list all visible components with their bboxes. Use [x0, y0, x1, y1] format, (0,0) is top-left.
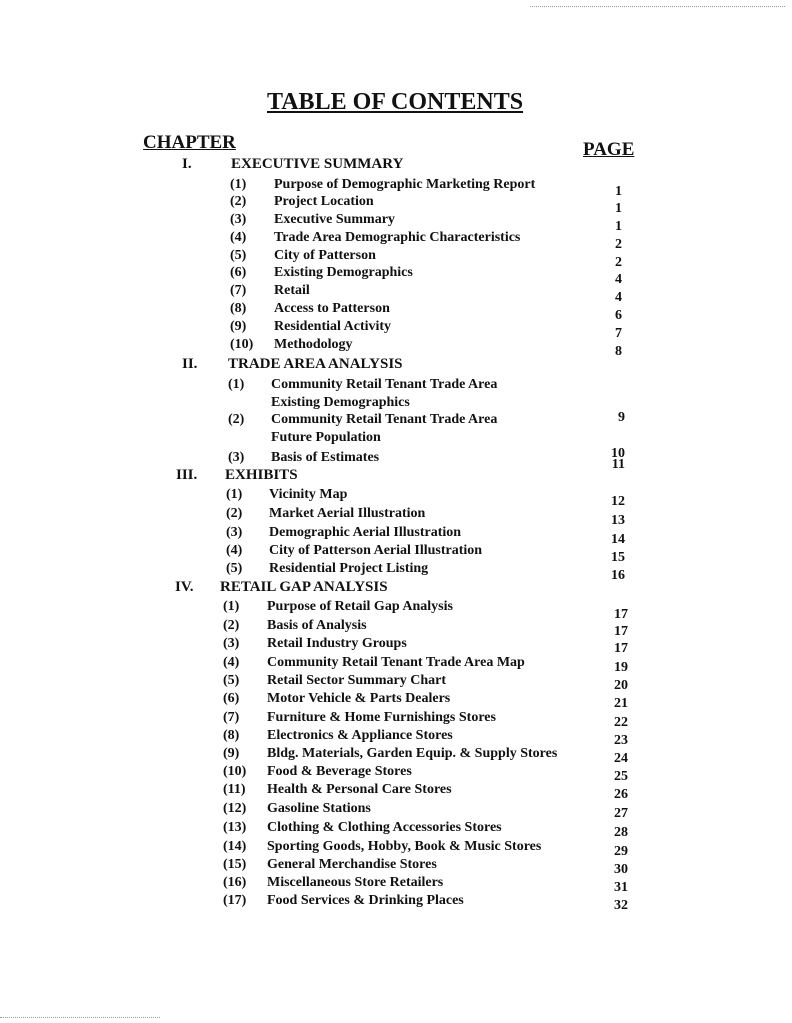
toc-entry-number: (9)	[223, 746, 240, 761]
toc-entry-number: (3)	[226, 525, 243, 540]
toc-entry-title: Furniture & Home Furnishings Stores	[267, 710, 496, 725]
toc-entry-page: 31	[614, 880, 628, 895]
toc-entry-page: 29	[614, 844, 628, 859]
toc-entry-page: 10	[611, 446, 625, 461]
toc-entry-number: (5)	[223, 673, 240, 688]
toc-entry-number: (15)	[223, 857, 247, 872]
chapter-title: EXHIBITS	[225, 467, 298, 483]
toc-entry-number: (13)	[223, 820, 247, 835]
page-title: TABLE OF CONTENTS	[267, 89, 524, 115]
toc-entry-title: Trade Area Demographic Characteristics	[274, 230, 521, 245]
toc-entry-title: Sporting Goods, Hobby, Book & Music Stores	[267, 839, 542, 854]
toc-entry-title: Residential Project Listing	[269, 561, 429, 576]
toc-entry-page: 26	[614, 787, 628, 802]
toc-entry-title: Executive Summary	[274, 212, 395, 227]
toc-entry-number: (14)	[223, 839, 247, 854]
toc-entry-number: (1)	[228, 377, 245, 392]
toc-entry-page: 32	[614, 898, 628, 913]
toc-entry-number: (10)	[223, 764, 247, 779]
toc-entry-title: Retail Sector Summary Chart	[267, 673, 446, 688]
toc-entry-title: Miscellaneous Store Retailers	[267, 875, 444, 890]
toc-entry-page: 15	[611, 550, 625, 565]
toc-entry-page: 13	[611, 513, 625, 528]
toc-entry-number: (2)	[226, 506, 243, 521]
toc-entry-number: (1)	[230, 177, 247, 192]
toc-entry-number: (8)	[230, 301, 247, 316]
toc-entry-title: Future Population	[271, 430, 381, 445]
toc-entry-number: (1)	[223, 599, 240, 614]
toc-entry-number: (16)	[223, 875, 247, 890]
toc-entry-number: (5)	[230, 248, 247, 263]
toc-entry-title: City of Patterson Aerial Illustration	[269, 543, 483, 558]
chapter-numeral: IV.	[175, 579, 194, 595]
chapter-title: TRADE AREA ANALYSIS	[228, 356, 403, 372]
toc-entry-page: 2	[615, 237, 622, 252]
toc-entry-title: Basis of Estimates	[271, 450, 380, 465]
toc-entry-page: 4	[615, 272, 622, 287]
scan-artifact-bottom	[0, 1017, 160, 1018]
toc-entry-page: 1	[615, 219, 622, 234]
toc-entry-number: (6)	[230, 265, 247, 280]
toc-entry-page: 16	[611, 568, 625, 583]
toc-entry-title: Demographic Aerial Illustration	[269, 525, 462, 540]
toc-entry-page: 22	[614, 715, 628, 730]
toc-entry-title: Basis of Analysis	[267, 618, 367, 633]
toc-entry-number: (12)	[223, 801, 247, 816]
toc-entry-title: Community Retail Tenant Trade Area Map	[267, 655, 525, 670]
toc-entry-number: (6)	[223, 691, 240, 706]
toc-entry-title: Community Retail Tenant Trade Area	[271, 412, 498, 427]
toc-entry-number: (4)	[226, 543, 243, 558]
toc-entry-page: 2	[615, 255, 622, 270]
toc-entry-title: Retail	[274, 283, 310, 298]
toc-entry-page: 12	[611, 494, 625, 509]
toc-entry-number: (8)	[223, 728, 240, 743]
toc-entry-page: 7	[615, 326, 622, 341]
toc-entry-page: 11	[611, 457, 625, 472]
toc-entry-number: (4)	[223, 655, 240, 670]
toc-entry-title: Purpose of Retail Gap Analysis	[267, 599, 453, 614]
toc-entry-page: 1	[615, 184, 622, 199]
toc-entry-page: 14	[611, 532, 625, 547]
toc-entry-number: (7)	[230, 283, 247, 298]
toc-entry-page: 23	[614, 733, 628, 748]
toc-entry-title: Food Services & Drinking Places	[267, 893, 464, 908]
chapter-title: RETAIL GAP ANALYSIS	[220, 579, 388, 595]
toc-entry-number: (3)	[228, 450, 245, 465]
toc-entry-page: 8	[615, 344, 622, 359]
scan-artifact-top	[530, 6, 785, 7]
chapter-numeral: II.	[182, 356, 198, 372]
toc-entry-title: Residential Activity	[274, 319, 392, 334]
chapter-title: EXECUTIVE SUMMARY	[231, 156, 404, 172]
toc-entry-number: (3)	[230, 212, 247, 227]
toc-entry-page: 28	[614, 825, 628, 840]
toc-entry-title: Community Retail Tenant Trade Area	[271, 377, 498, 392]
toc-entry-number: (9)	[230, 319, 247, 334]
toc-entry-page: 4	[615, 290, 622, 305]
toc-entry-title: Market Aerial Illustration	[269, 506, 426, 521]
toc-entry-title: Gasoline Stations	[267, 801, 371, 816]
toc-entry-page: 17	[614, 624, 628, 639]
toc-entry-title: Methodology	[274, 337, 353, 352]
toc-entry-title: Vicinity Map	[269, 487, 348, 502]
toc-entry-title: Clothing & Clothing Accessories Stores	[267, 820, 502, 835]
toc-entry-title: Project Location	[274, 194, 374, 209]
toc-entry-page: 20	[614, 678, 628, 693]
toc-entry-title: Existing Demographics	[274, 265, 413, 280]
chapter-numeral: I.	[182, 156, 192, 172]
toc-entry-number: (4)	[230, 230, 247, 245]
toc-entry-page: 21	[614, 696, 628, 711]
toc-entry-page: 19	[614, 660, 628, 675]
toc-entry-title: Access to Patterson	[274, 301, 390, 316]
toc-entry-title: City of Patterson	[274, 248, 376, 263]
toc-entry-title: General Merchandise Stores	[267, 857, 437, 872]
page-column-header: PAGE	[583, 139, 635, 160]
toc-entry-number: (2)	[223, 618, 240, 633]
toc-entry-title: Motor Vehicle & Parts Dealers	[267, 691, 451, 706]
toc-entry-page: 30	[614, 862, 628, 877]
toc-entry-page: 1	[615, 201, 622, 216]
toc-entry-page: 6	[615, 308, 622, 323]
toc-entry-page: 9	[618, 410, 625, 425]
toc-entry-title: Health & Personal Care Stores	[267, 782, 452, 797]
toc-entry-title: Existing Demographics	[271, 395, 410, 410]
toc-entry-number: (5)	[226, 561, 243, 576]
toc-entry-title: Food & Beverage Stores	[267, 764, 412, 779]
toc-entry-page: 17	[614, 607, 628, 622]
toc-entry-number: (2)	[230, 194, 247, 209]
toc-entry-number: (10)	[230, 337, 254, 352]
toc-entry-title: Bldg. Materials, Garden Equip. & Supply Stores	[267, 746, 558, 761]
toc-entry-number: (7)	[223, 710, 240, 725]
toc-entry-number: (2)	[228, 412, 245, 427]
toc-entry-number: (3)	[223, 636, 240, 651]
chapter-numeral: III.	[176, 467, 198, 483]
chapter-column-header: CHAPTER	[143, 132, 236, 153]
toc-entry-number: (1)	[226, 487, 243, 502]
toc-entry-page: 24	[614, 751, 628, 766]
toc-entry-page: 25	[614, 769, 628, 784]
toc-entry-title: Purpose of Demographic Marketing Report	[274, 177, 536, 192]
toc-entry-number: (11)	[223, 782, 246, 797]
toc-entry-number: (17)	[223, 893, 247, 908]
toc-entry-title: Electronics & Appliance Stores	[267, 728, 453, 743]
toc-entry-page: 17	[614, 641, 628, 656]
toc-entry-title: Retail Industry Groups	[267, 636, 407, 651]
toc-entry-page: 27	[614, 806, 628, 821]
